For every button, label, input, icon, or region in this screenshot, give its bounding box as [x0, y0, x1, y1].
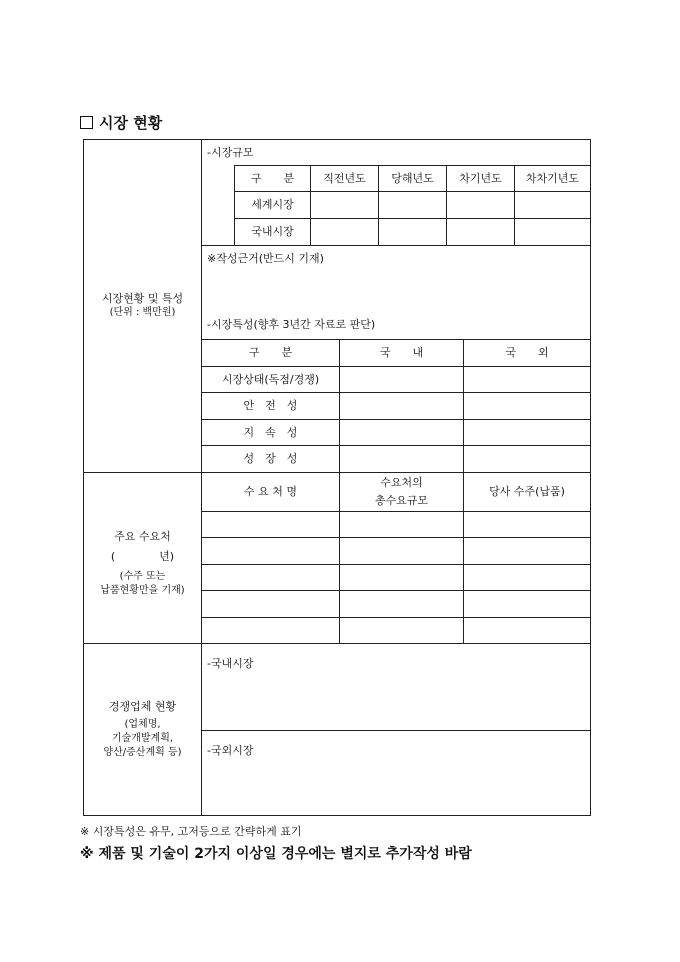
scale-header-category: 구 분	[250, 171, 295, 185]
market-scale-label: -시장규모	[207, 146, 254, 159]
competitors-foreign-label: -국외시장	[207, 744, 254, 757]
char-row-growth: 성 장 성	[243, 452, 298, 465]
scale-row-domestic: 국내시장	[251, 225, 294, 238]
customers-header-name: 수 요 처 명	[244, 485, 297, 498]
footnote-market-char: ※ 시장특성은 유무, 고저등으로 간략하게 표기	[80, 825, 302, 838]
char-row-market-state: 시장상태(독점/경쟁)	[221, 372, 320, 386]
footnote-additional-sheet: ※ 제품 및 기술이 2가지 이상일 경우에는 별지로 추가작성 바람	[80, 846, 472, 862]
section-title-text: 시장 현황	[99, 114, 163, 132]
market-row-unit: (단위 : 백만원)	[109, 307, 176, 318]
customers-header-our-orders: 당사 수주(납품)	[489, 485, 565, 498]
scale-header-next-year: 차기년도	[459, 171, 502, 185]
customers-row-note-2: 납품현황만을 기재)	[100, 585, 185, 596]
competitors-domestic-label: -국내시장	[207, 657, 254, 670]
char-header-domestic: 국 내	[379, 346, 424, 359]
customers-header-total-demand-line2: 총수요규모	[374, 494, 429, 507]
scale-row-world: 세계시장	[251, 198, 294, 211]
customers-header-total-demand	[340, 473, 463, 511]
competitors-row-note-2: 기술개발계획,	[111, 732, 174, 744]
char-header-foreign: 국 외	[505, 346, 549, 359]
competitors-row-label: 경쟁업체 현황	[108, 699, 177, 713]
competitors-row-label-cell	[84, 644, 201, 815]
competitors-row-note-3: 양산/증산계획 등)	[103, 746, 182, 758]
market-basis-label: ※작성근거(반드시 기재)	[207, 252, 324, 265]
char-row-sustainability: 지 속 성	[243, 425, 298, 439]
scale-header-year-after-next: 차차기년도	[525, 171, 580, 185]
customers-row-year: ( 년)	[110, 550, 175, 563]
competitors-row-note-1: (업체명,	[124, 718, 161, 730]
customers-row-label-cell	[84, 473, 201, 643]
customers-row-label: 주요 수요처	[114, 530, 171, 543]
market-char-label: -시장특성(향후 3년간 자료로 판단)	[207, 318, 376, 331]
scale-header-current-year: 당해년도	[391, 171, 434, 185]
char-header-category: 구 분	[248, 346, 293, 359]
market-row-label-cell	[84, 140, 201, 472]
customers-row-note-1: (수주 또는	[119, 571, 166, 582]
market-row-label: 시장현황 및 특성	[101, 292, 184, 305]
scale-header-prev-year: 직전년도	[323, 171, 366, 185]
char-row-stability: 안 전 성	[243, 399, 298, 412]
customers-header-total-demand-line1: 수요처의	[380, 476, 423, 489]
